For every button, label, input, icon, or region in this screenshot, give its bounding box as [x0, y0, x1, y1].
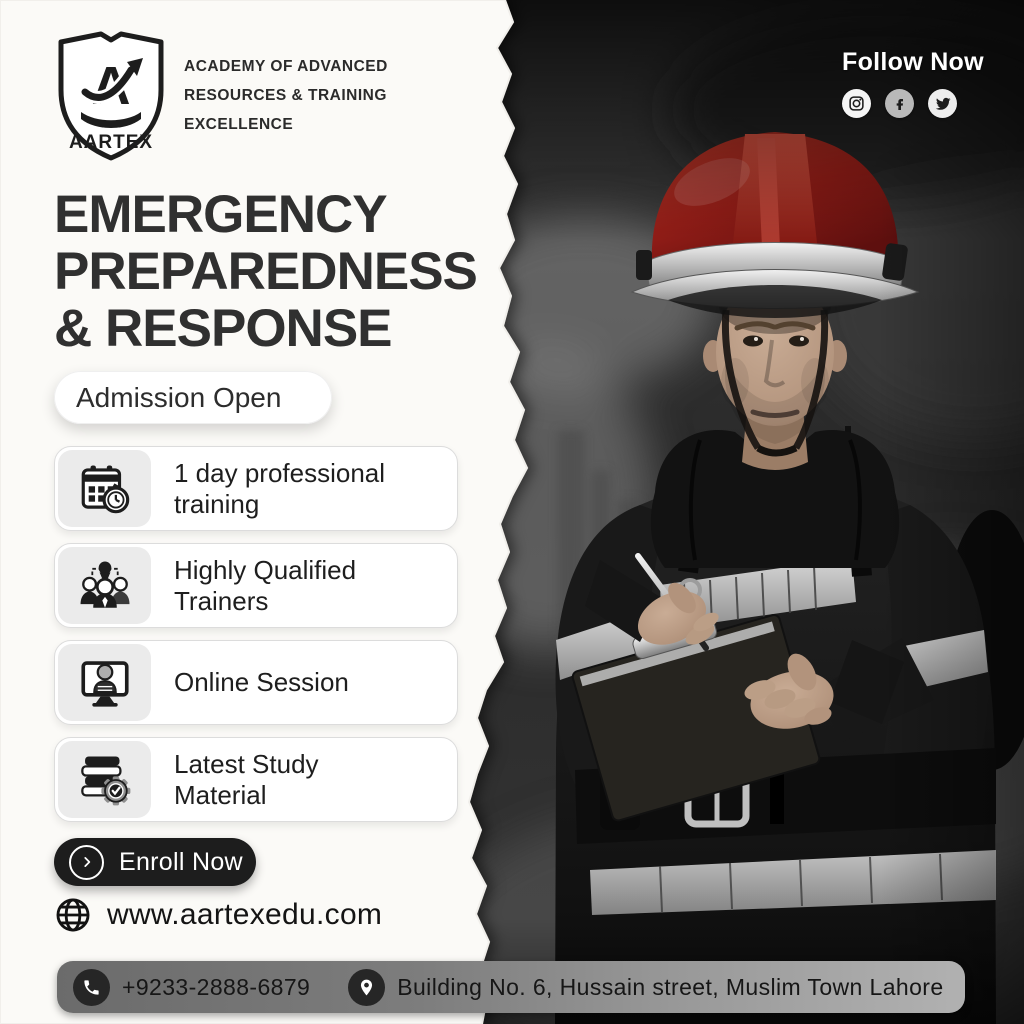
feature-card-training — [54, 446, 458, 531]
study-material-icon — [58, 741, 151, 818]
logo-wordmark: AARTEX — [68, 132, 154, 153]
online-session-icon — [58, 644, 151, 721]
page-title — [54, 186, 477, 357]
tagline-line: RESOURCES & TRAINING — [184, 87, 387, 104]
tagline-line: ACADEMY OF ADVANCED — [184, 58, 388, 75]
enroll-now-label: Enroll Now — [119, 847, 243, 876]
headline-line2: PREPAREDNESS — [54, 242, 477, 301]
twitter-icon[interactable] — [928, 89, 957, 118]
contact-bar — [57, 961, 965, 1013]
phone-chip[interactable] — [73, 969, 310, 1006]
headline-line1: EMERGENCY — [54, 185, 387, 244]
follow-now-label: Follow Now — [842, 48, 984, 76]
address-text: Building No. 6, Hussain street, Muslim Town Lahore — [397, 973, 944, 1000]
admission-open-label: Admission Open — [76, 381, 282, 413]
feature-label: 1 day professional training — [174, 457, 386, 519]
feature-card-trainers — [54, 543, 458, 628]
website-url: www.aartexedu.com — [107, 898, 383, 931]
social-block — [842, 48, 984, 118]
phone-number: +9233-2888-6879 — [122, 973, 311, 1000]
tagline-line: EXCELLENCE — [184, 116, 294, 133]
facebook-icon[interactable] — [885, 89, 914, 118]
feature-label: Online Session — [174, 667, 349, 697]
enroll-now-button[interactable] — [54, 838, 256, 886]
feature-card-list — [54, 446, 458, 822]
feature-card-online — [54, 640, 458, 725]
address-chip[interactable] — [348, 969, 943, 1006]
svg-text:A: A — [91, 56, 131, 116]
brand-tagline — [184, 52, 388, 139]
feature-label: Latest Study Material — [174, 748, 319, 810]
website-link[interactable] — [54, 896, 382, 934]
location-pin-icon — [348, 969, 385, 1006]
calendar-stopwatch-icon — [58, 450, 151, 527]
phone-icon — [73, 969, 110, 1006]
globe-icon — [54, 896, 92, 934]
instagram-icon[interactable] — [842, 89, 871, 118]
admission-open-badge — [54, 371, 332, 424]
feature-label: Highly Qualified Trainers — [174, 554, 357, 616]
feature-card-material — [54, 737, 458, 822]
brand-logo — [50, 24, 172, 164]
social-icons-row — [842, 89, 984, 118]
qualified-trainers-icon — [58, 547, 151, 624]
headline-line3: & RESPONSE — [54, 299, 392, 358]
chevron-right-icon — [69, 845, 104, 880]
